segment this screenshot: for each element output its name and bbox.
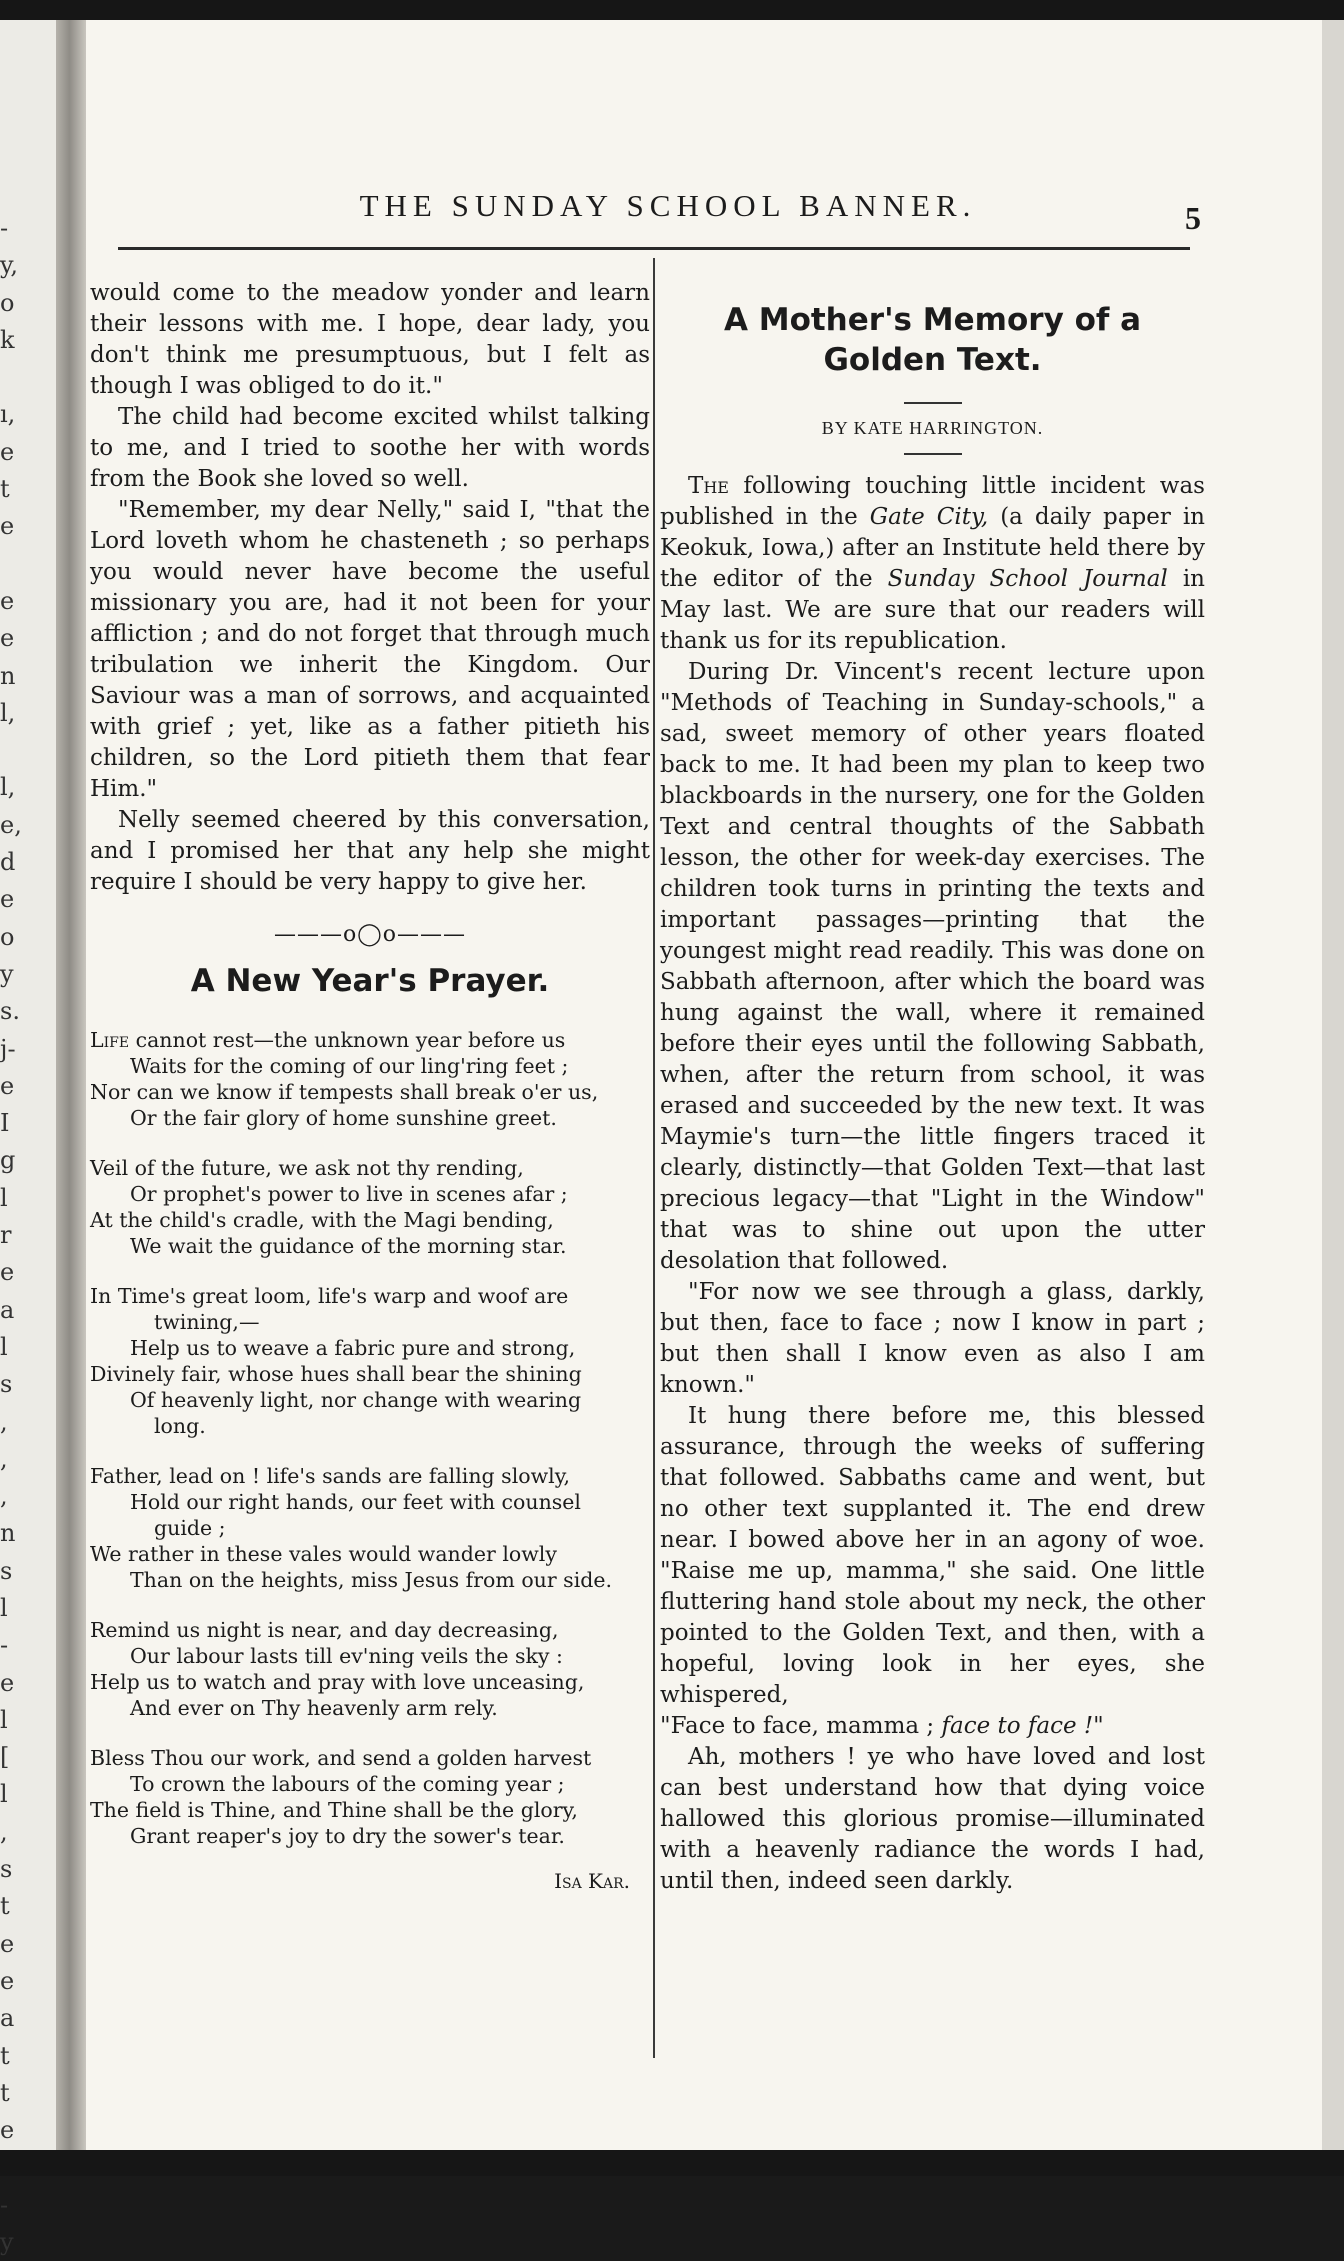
facing-page-fragment: - [0, 2190, 9, 2219]
poem-line-text: Grant reaper's joy to dry the sower's tear. [130, 1824, 565, 1848]
facing-page-fragment: e [0, 512, 15, 541]
poem-line-text: In Time's great loom, life's warp and woof are [90, 1284, 569, 1308]
facing-page-fragment: e [0, 1071, 15, 1100]
facing-page-fragment [0, 546, 16, 583]
paragraph: Nelly seemed cheered by this conversation, and I promised her that any help she might require I should be very happy to give her. [90, 807, 650, 895]
poem-title: A New Year's Prayer. [190, 963, 550, 999]
poem-body [90, 1027, 650, 1849]
facing-page-fragment: l, [0, 773, 16, 802]
facing-page-fragment: a [0, 1295, 15, 1324]
poem-line [90, 1181, 650, 1207]
poem-line [90, 1335, 650, 1361]
poem-line [90, 1617, 650, 1643]
poem-line [90, 1463, 650, 1489]
poem-line [90, 1387, 650, 1413]
page-number: 5 [1185, 200, 1201, 236]
facing-page-fragment: e [0, 1966, 15, 1995]
scripture-quote: "For now we see through a glass, darkly, but then, face to face ; now I know in part ; but then shall I know even as also I am known." [660, 1279, 1205, 1398]
poem-line [90, 1027, 650, 1053]
facing-page-fragment: y [0, 2228, 14, 2257]
poem-stanza [90, 1463, 650, 1593]
poem-line-text: Hold our right hands, our feet with counsel [130, 1490, 581, 1514]
facing-page-fragment: n [0, 1519, 16, 1548]
facing-page-fragment: n [0, 661, 16, 690]
book-gutter-shadow [56, 20, 86, 2150]
facing-page-fragment: e [0, 624, 15, 653]
poem-line [90, 1079, 650, 1105]
facing-page-fragment: e [0, 885, 15, 914]
poem-line-text: Our labour lasts till ev'ning veils the sky : [130, 1644, 563, 1668]
column-divider [653, 258, 655, 2058]
paragraph-continued: would come to the meadow yonder and learn their lessons with me. I hope, dear lady, you don't think me presumptuous, but I felt as though I was obliged to do it." [90, 280, 650, 399]
page-right-edge [1322, 20, 1344, 2150]
quote-text: "Face to face, mamma ; [660, 1713, 942, 1739]
poem-line [90, 1797, 650, 1823]
quoted-line [660, 1711, 1205, 1742]
facing-page-fragment: e [0, 2116, 15, 2145]
poem-line [90, 1695, 650, 1721]
poem-line [90, 1283, 650, 1309]
facing-page-fragment: e [0, 1258, 15, 1287]
facing-page-fragment: - [0, 1631, 9, 1660]
facing-page-fragment: d [0, 848, 16, 877]
byline-rule [904, 453, 962, 455]
poem-line-text: Waits for the coming of our ling'ring feet ; [130, 1054, 569, 1078]
quote-close: " [1093, 1713, 1104, 1739]
poem-line [90, 1489, 650, 1515]
facing-page-fragment: s [0, 1855, 13, 1884]
poem-line [90, 1053, 650, 1079]
poem-line [90, 1309, 650, 1335]
poem-line-text: Or prophet's power to live in scenes afar ; [130, 1182, 568, 1206]
facing-page-fragment: r [0, 1221, 12, 1250]
facing-page-fragment: t [0, 1892, 10, 1921]
facing-page-fragment: t [0, 2078, 10, 2107]
scan-top-border [0, 0, 1344, 20]
facing-page-fragment [0, 732, 16, 769]
facing-page-fragment: l [0, 1183, 8, 1212]
poem-line [90, 1155, 650, 1181]
poem-stanza [90, 1155, 650, 1259]
facing-page-fragment: , [0, 1407, 8, 1436]
poem-line-text: Bless Thou our work, and send a golden harvest [90, 1746, 592, 1770]
poem-line-text: And ever on Thy heavenly arm rely. [130, 1696, 498, 1720]
facing-page-fragment: a [0, 2004, 15, 2033]
running-header-title: THE SUNDAY SCHOOL BANNER. [359, 188, 977, 223]
poem-line [90, 1207, 650, 1233]
poem-line-text: Remind us night is near, and day decreasing, [90, 1618, 559, 1642]
poem-line [90, 1541, 650, 1567]
poem-line [90, 1745, 650, 1771]
poem-line-text: At the child's cradle, with the Magi bending, [90, 1208, 554, 1232]
facing-page-fragment: y, [0, 251, 18, 280]
poem-line [90, 1105, 650, 1131]
poem-line-text: Divinely fair, whose hues shall bear the shining [90, 1362, 582, 1386]
intro-text: in May last. We are sure that our readers will thank us for its republication. [660, 566, 1205, 654]
facing-page-fragment: l [0, 1332, 8, 1361]
paragraph: It hung there before me, this blessed assurance, through the weeks of suffering that followed. Sabbaths came and went, but no other text supplanted it. The end drew near. I bowed above her in an agony of woe. "Raise me up, mamma," she said. One little fluttering hand stole about my neck, the other pointed to the Golden Text, and then, with a hopeful, loving look in her eyes, she whispered, [660, 1403, 1205, 1708]
facing-page-fragment: , [0, 1817, 8, 1846]
poem-line-text: To crown the labours of the coming year ; [130, 1772, 565, 1796]
intro-text: following touching little incident was published in the [660, 473, 1205, 530]
paragraph: "Remember, my dear Nelly," said I, "that the Lord loveth whom he chasteneth ; so perhaps you would never have become the useful missionary you are, had it not been for your affliction ; and do not forget that through much tribulation we inherit the Kingdom. Our Saviour was a man of sorrows, and acquainted with grief ; yet, like as a father pitieth his children, so the Lord pitieth them that fear Him." [90, 497, 650, 802]
poem-line [90, 1771, 650, 1797]
facing-page-fragment: I [0, 1109, 10, 1138]
facing-page-fragment: ı, [0, 400, 16, 429]
poem-line [90, 1643, 650, 1669]
poem-line [90, 1567, 650, 1593]
section-ornament: ———o◯o——— [273, 922, 467, 947]
facing-page-fragment: o [0, 922, 15, 951]
paragraph: The child had become excited whilst talking to me, and I tried to soothe her with words from the Book she loved so well. [90, 404, 650, 492]
facing-page-fragment: l [0, 1705, 8, 1734]
facing-page-fragment: - [0, 214, 9, 242]
poem-line [90, 1515, 650, 1541]
poem-line-text: We wait the guidance of the morning star. [130, 1234, 567, 1258]
facing-page-fragments [0, 210, 22, 2257]
facing-page-fragment: e [0, 1668, 15, 1697]
facing-page-fragment: e [0, 1929, 15, 1958]
poem-stanza [90, 1027, 650, 1131]
right-column [660, 300, 1205, 1897]
poem-line [90, 1823, 650, 1849]
poem-line [90, 1669, 650, 1695]
drop-lead-word: The [688, 473, 729, 499]
poem-stanza [90, 1745, 650, 1849]
facing-page-fragment [0, 359, 16, 396]
facing-page-edge [0, 20, 56, 2257]
poem-line-text: long. [154, 1414, 206, 1438]
article-title: A Mother's Memory of a Golden Text. [723, 302, 1142, 378]
facing-page-fragment: e [0, 437, 15, 466]
poem-line-text: We rather in these vales would wander lowly [90, 1542, 557, 1566]
facing-page-fragment: y [0, 959, 14, 988]
facing-page-fragment: e, [0, 810, 22, 839]
poem-line-text: Of heavenly light, nor change with wearing [130, 1388, 582, 1412]
facing-page-fragment: l, [0, 698, 16, 727]
poem-lead-word: Life [90, 1028, 130, 1052]
closing-paragraph: Ah, mothers ! ye who have loved and lost can best understand how that dying voice hallowed this glorious promise—illuminated with a heavenly radiance the words I had, until then, indeed seen darkly. [660, 1744, 1205, 1894]
poem-line-text: Veil of the future, we ask not thy rending, [90, 1156, 524, 1180]
poem-line-text: Nor can we know if tempests shall break o'er us, [90, 1080, 599, 1104]
facing-page-fragment: s [0, 1556, 13, 1585]
title-rule [904, 402, 962, 404]
journal-name: Sunday School Journal [887, 566, 1168, 592]
newspaper-name: Gate City, [869, 504, 989, 530]
poem-line [90, 1361, 650, 1387]
poem-line-text: Help us to weave a fabric pure and strong, [130, 1336, 576, 1360]
intro-text: (a daily paper in Keokuk, Iowa,) after an Institute held there by the editor of the [660, 504, 1205, 592]
poem-line-text: twining,— [154, 1310, 260, 1334]
quote-emphasis: face to face ! [941, 1713, 1094, 1739]
poem-line-text: The field is Thine, and Thine shall be the glory, [90, 1798, 578, 1822]
facing-page-fragment: e [0, 586, 15, 615]
intro-paragraph [660, 471, 1205, 657]
facing-page-fragment: t [0, 2041, 10, 2070]
poem-line-text: Or the fair glory of home sunshine greet. [130, 1106, 557, 1130]
poem-line [90, 1413, 650, 1439]
header-rule [118, 247, 1190, 250]
facing-page-fragment: t [0, 475, 10, 504]
facing-page-fragment: l [0, 1780, 8, 1809]
poem-line-text: Father, lead on ! life's sands are falling slowly, [90, 1464, 571, 1488]
poem-signature: Isa Kar. [554, 1869, 630, 1893]
facing-page-fragment: , [0, 1482, 8, 1511]
facing-page-fragment: o [0, 288, 15, 317]
facing-page-fragment: l [0, 1593, 8, 1622]
poem-line-text: Help us to watch and pray with love unceasing, [90, 1670, 585, 1694]
facing-page-fragment: s [0, 1370, 13, 1399]
facing-page-fragment: , [0, 1444, 8, 1473]
poem-line-text: guide ; [154, 1516, 226, 1540]
scan-bottom-border [0, 2150, 1344, 2176]
article-byline: BY KATE HARRINGTON. [821, 418, 1044, 438]
facing-page-fragment: g [0, 1146, 16, 1175]
poem-stanza [90, 1617, 650, 1721]
poem-stanza [90, 1283, 650, 1439]
facing-page-fragment: k [0, 325, 15, 354]
left-column [90, 278, 650, 1893]
poem-line-text: cannot rest—the unknown year before us [129, 1028, 566, 1052]
facing-page-fragment: j- [0, 1034, 16, 1063]
facing-page-fragment: s. [0, 997, 20, 1026]
poem-line-text: Than on the heights, miss Jesus from our side. [130, 1568, 613, 1592]
poem-line [90, 1233, 650, 1259]
facing-page-fragment: [ [0, 1743, 10, 1772]
paragraph: During Dr. Vincent's recent lecture upon "Methods of Teaching in Sunday-schools," a sad, sweet memory of other years floated back to me. It had been my plan to keep two blackboards in the nursery, one for the Golden Text and central thoughts of the Sabbath lesson, the other for week-day exercises. The children took turns in printing the texts and important passages—printing that the youngest might read readily. This was done on Sabbath afternoon, after which the board was hung against the wall, where it remained before their eyes until the following Sabbath, when, after the return from school, it was erased and succeeded by the new text. It was Maymie's turn—the little fingers traced it clearly, distinctly—that Golden Text—that last precious legacy—that "Light in the Window" that was to shine out upon the utter desolation that followed. [660, 659, 1205, 1274]
